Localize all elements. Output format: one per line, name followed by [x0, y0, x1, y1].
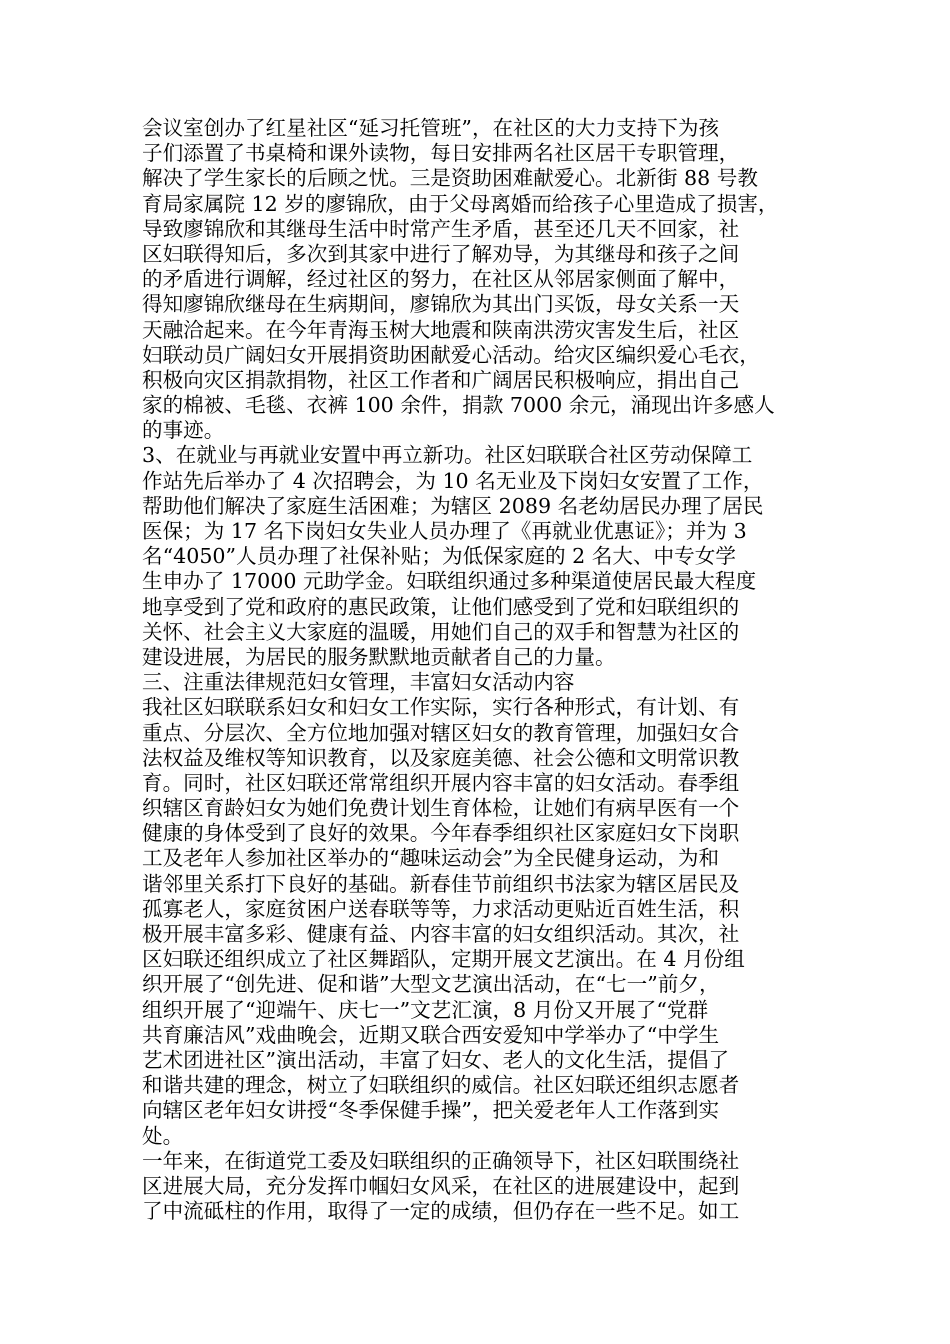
text-line: 和谐共建的理念，树立了妇联组织的威信。社区妇联还组织志愿者 — [142, 1073, 740, 1098]
text-line: 妇联动员广阔妇女开展捐资助困献爱心活动。给灾区编织爱心毛衣， — [142, 342, 760, 367]
text-line: 织开展了“创先进、促和谐”大型文艺演出活动，在“七一”前夕， — [142, 972, 720, 997]
text-line: 帮助他们解决了家庭生活困难；为辖区 2089 名老幼居民办理了居民 — [142, 493, 764, 518]
text-line: 一年来，在街道党工委及妇联组织的正确领导下，社区妇联围绕社 — [142, 1148, 740, 1173]
text-line: 健康的身体受到了良好的效果。今年春季组织社区家庭妇女下岗职 — [142, 821, 740, 846]
text-line: 育局家属院 12 岁的廖锦欣，由于父母离婚而给孩子心里造成了损害， — [142, 191, 779, 216]
text-line: 组织开展了“迎端午、庆七一”文艺汇演，8 月份又开展了“党群 — [142, 997, 709, 1022]
text-line: 艺术团进社区”演出活动，丰富了妇女、老人的文化生活，提倡了 — [142, 1047, 730, 1072]
text-line: 3、在就业与再就业安置中再立新功。社区妇联联合社区劳动保障工 — [142, 443, 753, 468]
text-line: 了中流砥柱的作用，取得了一定的成绩，但仍存在一些不足。如工 — [142, 1199, 740, 1224]
text-line: 积极向灾区捐款捐物，社区工作者和广阔居民积极响应，捐出自己 — [142, 367, 740, 392]
text-line: 的矛盾进行调解，经过社区的努力，在社区从邻居家侧面了解中， — [142, 267, 740, 292]
text-line: 重点、分层次、全方位地加强对辖区妇女的教育管理，加强妇女合 — [142, 720, 740, 745]
text-line: 生申办了 17000 元助学金。妇联组织通过多种渠道使居民最大程度 — [142, 569, 757, 594]
text-line: 名“4050”人员办理了社保补贴；为低保家庭的 2 名大、中专女学 — [142, 544, 736, 569]
text-line: 子们添置了书桌椅和课外读物，每日安排两名社区居干专职管理， — [142, 141, 740, 166]
text-line: 织辖区育龄妇女为她们免费计划生育体检，让她们有病早医有一个 — [142, 796, 740, 821]
text-line: 作站先后举办了 4 次招聘会，为 10 名无业及下岗妇女安置了工作， — [142, 468, 764, 493]
document-body — [142, 116, 808, 1224]
text-line: 谐邻里关系打下良好的基础。新春佳节前组织书法家为辖区居民及 — [142, 871, 740, 896]
text-line: 区妇联得知后，多次到其家中进行了解劝导，为其继母和孩子之间 — [142, 241, 740, 266]
text-line: 天融洽起来。在今年青海玉树大地震和陕南洪涝灾害发生后，社区 — [142, 317, 740, 342]
text-line: 解决了学生家长的后顾之忧。三是资助困难献爱心。北新街 88 号教 — [142, 166, 758, 191]
text-line: 医保；为 17 名下岗妇女失业人员办理了《再就业优惠证》；并为 3 — [142, 519, 747, 543]
text-line: 工及老年人参加社区举办的“趣味运动会”为全民健身运动，为和 — [142, 846, 720, 871]
section-heading: 三、注重法律规范妇女管理，丰富妇女活动内容 — [142, 670, 575, 695]
text-line: 处。 — [142, 1123, 184, 1148]
text-line: 区妇联还组织成立了社区舞蹈队，定期开展文艺演出。在 4 月份组 — [142, 947, 745, 972]
text-line: 区进展大局，充分发挥巾帼妇女风采，在社区的进展建设中，起到 — [142, 1173, 740, 1198]
text-line: 家的棉被、毛毯、衣裤 100 余件，捐款 7000 余元，涌现出许多感人 — [142, 393, 775, 418]
text-line: 孤寡老人，家庭贫困户送春联等等，力求活动更贴近百姓生活，积 — [142, 896, 740, 921]
text-line: 导致廖锦欣和其继母生活中时常产生矛盾，甚至还几天不回家，社 — [142, 216, 740, 241]
text-line: 关怀、社会主义大家庭的温暖，用她们自己的双手和智慧为社区的 — [142, 619, 740, 644]
text-line: 我社区妇联联系妇女和妇女工作实际，实行各种形式，有计划、有 — [142, 695, 740, 720]
text-line: 育。同时，社区妇联还常常组织开展内容丰富的妇女活动。春季组 — [142, 770, 740, 795]
text-line: 的事迹。 — [142, 418, 225, 443]
text-line: 向辖区老年妇女讲授“冬季保健手操”，把关爱老年人工作落到实 — [142, 1098, 720, 1123]
text-line: 共育廉洁风”戏曲晚会，近期又联合西安爱知中学举办了“中学生 — [142, 1022, 720, 1047]
text-line: 建设进展，为居民的服务默默地贡献者自己的力量。 — [142, 644, 616, 669]
text-line: 极开展丰富多彩、健康有益、内容丰富的妇女组织活动。其次，社 — [142, 922, 740, 946]
text-line: 得知廖锦欣继母在生病期间，廖锦欣为其出门买饭，母女关系一天 — [142, 292, 740, 317]
text-line: 会议室创办了红星社区“延习托管班”，在社区的大力支持下为孩 — [142, 116, 720, 140]
text-line: 地享受到了党和政府的惠民政策，让他们感受到了党和妇联组织的 — [142, 594, 740, 619]
text-line: 法权益及维权等知识教育，以及家庭美德、社会公德和文明常识教 — [142, 745, 740, 770]
